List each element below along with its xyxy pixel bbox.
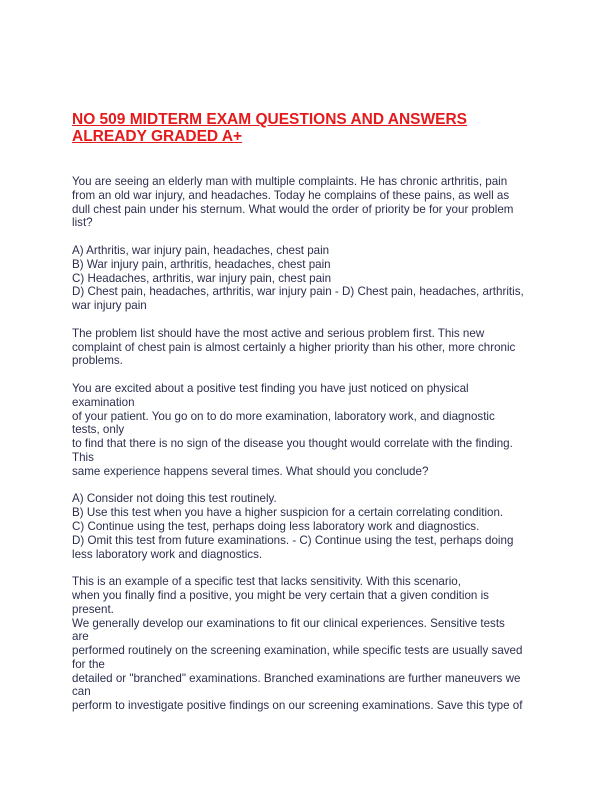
- text-line: list?: [72, 216, 93, 230]
- option-line: B) War injury pain, arthritis, headaches, chest pain: [72, 257, 331, 271]
- title-line: ALREADY GRADED A+: [72, 128, 243, 145]
- text-line: You are excited about a positive test finding you have just noticed on physical: [72, 381, 469, 395]
- text-line: perform to investigate positive findings on our screening examinations. Save this type of: [72, 699, 523, 713]
- text-line: problems.: [72, 354, 123, 368]
- option-line: B) Use this test when you have a higher suspicion for a certain correlating condition.: [72, 506, 504, 520]
- question-2-rationale: [72, 575, 552, 713]
- document-body: [72, 175, 552, 713]
- text-line: This: [72, 450, 94, 464]
- question-2-stem: [72, 382, 552, 479]
- text-line: The problem list should have the most active and serious problem first. This new: [72, 326, 485, 340]
- option-line: C) Headaches, arthritis, war injury pain, chest pain: [72, 271, 332, 285]
- text-line: for the: [72, 657, 105, 671]
- text-line: when you finally find a positive, you might be very certain that a given condition is: [72, 588, 489, 602]
- option-line: D) Chest pain, headaches, arthritis, war injury pain - D) Chest pain, headaches, arthritis,: [72, 285, 524, 299]
- text-line: of your patient. You go on to do more examination, laboratory work, and diagnostic: [72, 409, 495, 423]
- text-line: performed routinely on the screening examination, while specific tests are usually saved: [72, 644, 523, 658]
- text-line: from an old war injury, and headaches. Today he complains of these pains, as well as: [72, 188, 510, 202]
- text-line: examination: [72, 395, 135, 409]
- option-line: A) Consider not doing this test routinely.: [72, 492, 277, 506]
- text-line: This is an example of a specific test that lacks sensitivity. With this scenario,: [72, 575, 461, 589]
- option-line: war injury pain: [72, 299, 147, 313]
- document-title: [72, 111, 552, 145]
- text-line: to find that there is no sign of the disease you thought would correlate with the finding.: [72, 437, 513, 451]
- text-line: same experience happens several times. What should you conclude?: [72, 464, 429, 478]
- text-line: present.: [72, 602, 114, 616]
- question-1-options: [72, 244, 552, 313]
- question-1-rationale: [72, 327, 552, 368]
- text-line: detailed or "branched" examinations. Branched examinations are further maneuvers we: [72, 671, 521, 685]
- question-1-stem: [72, 175, 552, 230]
- text-line: You are seeing an elderly man with multiple complaints. He has chronic arthritis, pain: [72, 175, 508, 188]
- option-line: less laboratory work and diagnostics.: [72, 547, 263, 561]
- title-line: NO 509 MIDTERM EXAM QUESTIONS AND ANSWERS: [72, 111, 468, 128]
- text-line: dull chest pain under his sternum. What would the order of priority be for your problem: [72, 202, 514, 216]
- option-line: A) Arthritis, war injury pain, headaches, chest pain: [72, 243, 330, 257]
- option-line: C) Continue using the test, perhaps doing less laboratory work and diagnostics.: [72, 519, 480, 533]
- text-line: can: [72, 685, 91, 699]
- text-line: We generally develop our examinations to fit our clinical experiences. Sensitive tests: [72, 616, 505, 630]
- text-line: complaint of chest pain is almost certainly a higher priority than his other, more chronic: [72, 340, 516, 354]
- question-2-options: [72, 492, 552, 561]
- option-line: D) Omit this test from future examinations. - C) Continue using the test, perhaps doing: [72, 533, 514, 547]
- text-line: are: [72, 630, 89, 644]
- text-line: tests, only: [72, 423, 125, 437]
